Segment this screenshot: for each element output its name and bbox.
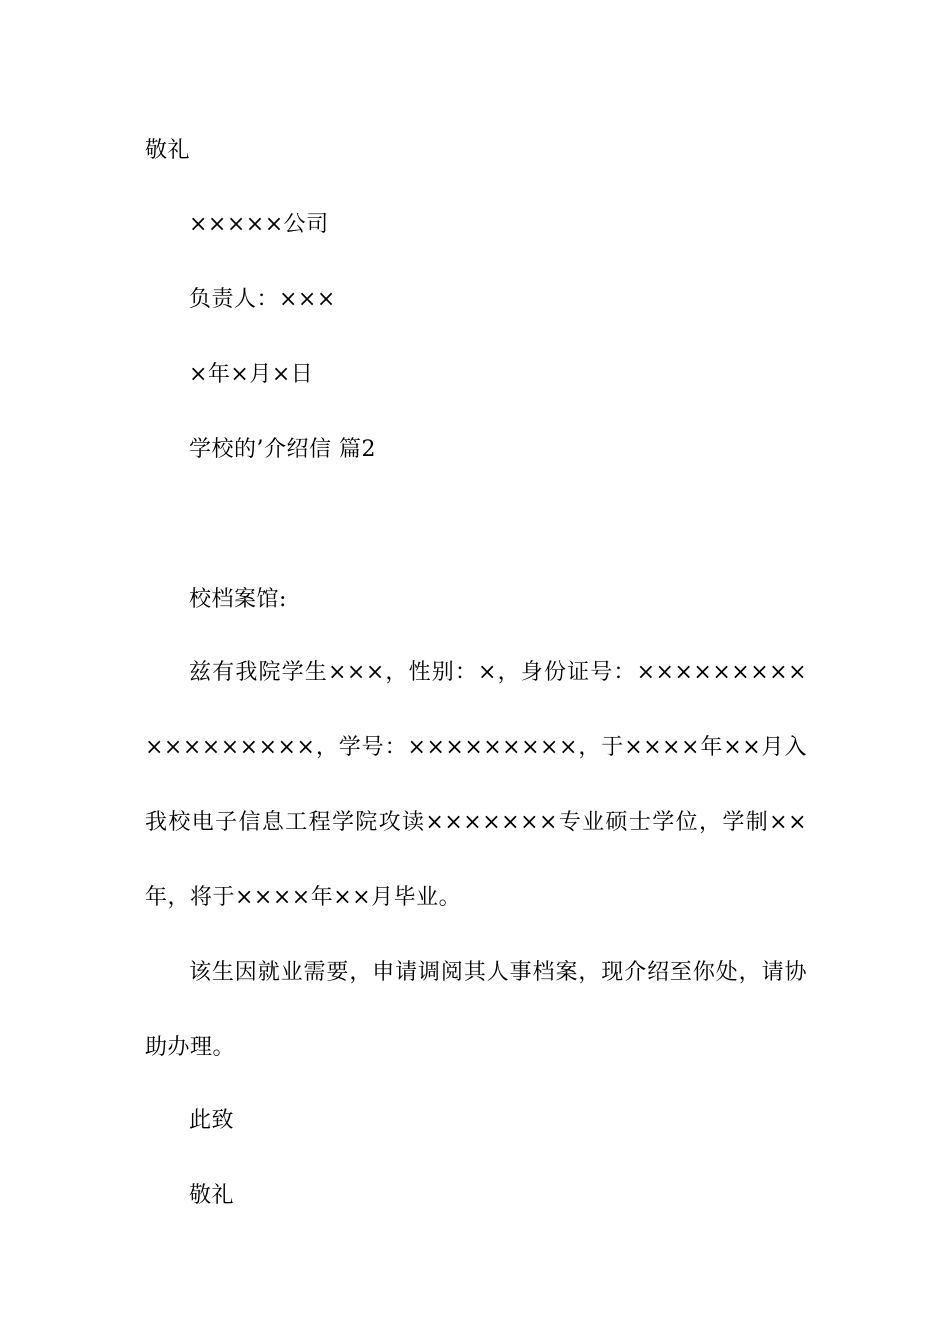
closing-jingli: 敬礼 xyxy=(189,1183,235,1208)
addressee: 校档案馆: xyxy=(189,587,287,612)
section-heading: 学校的’介绍信 篇2 xyxy=(189,437,376,462)
body-paragraph-2: 该生因就业需要，申请调阅其人事档案，现介绍至你处，请协助办理。 xyxy=(145,960,807,1060)
closing-cizhi: 此致 xyxy=(189,1108,235,1133)
company-name: ×××××公司 xyxy=(189,212,329,237)
responsible-person: 负责人：××× xyxy=(189,287,336,312)
body-paragraph-1: 兹有我院学生×××，性别：×，身份证号：××××××××××××××××××，学号：×××××××××，于××××年××月入我校电子信息工程学院攻读×××××××专业硕士学位，学制××年，将于××××年××月毕业。 xyxy=(145,660,807,910)
salutation-text: 敬礼 xyxy=(145,138,191,163)
letter-date: ×年×月×日 xyxy=(189,362,314,387)
